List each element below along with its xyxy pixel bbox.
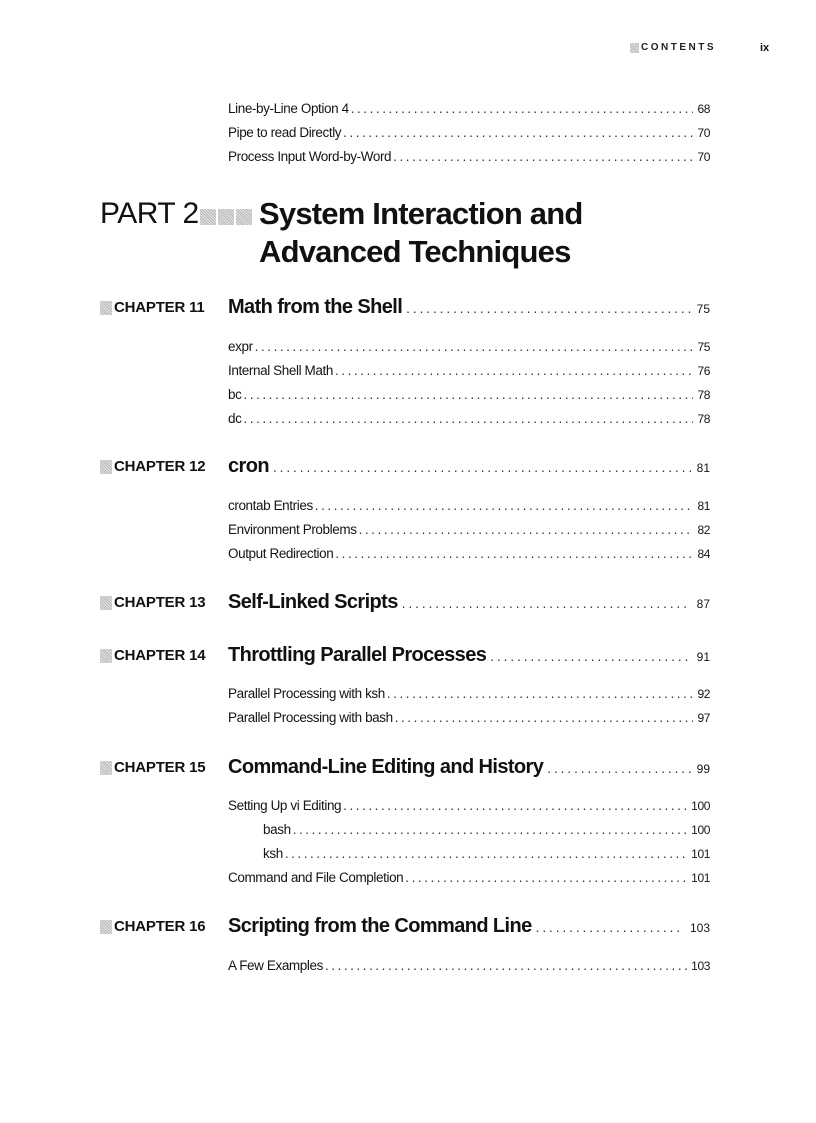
- shaded-square-icon: [630, 43, 639, 53]
- toc-entry[interactable]: [228, 685, 710, 703]
- chapter-heading[interactable]: [100, 644, 710, 670]
- chapter-page: 91: [696, 650, 710, 664]
- toc-subentry[interactable]: [263, 821, 710, 839]
- dot-leader: [255, 338, 694, 356]
- running-header-section-label: CONTENTS: [641, 42, 716, 53]
- toc-entry-title: bash: [263, 822, 291, 837]
- chapter-heading[interactable]: [100, 591, 710, 617]
- chapter-heading[interactable]: [100, 296, 710, 322]
- chapter-heading[interactable]: [100, 756, 710, 782]
- dot-leader: [405, 869, 687, 887]
- dot-leader: [351, 100, 694, 118]
- chapter-label: [100, 647, 205, 664]
- dot-leader: [387, 685, 694, 703]
- chapter-page: 99: [696, 762, 710, 776]
- chapter-label: [100, 458, 205, 475]
- toc-entry[interactable]: [228, 497, 710, 515]
- toc-entry[interactable]: [228, 709, 710, 727]
- chapter-page: 81: [696, 461, 710, 475]
- chapter-page: 87: [696, 597, 710, 611]
- toc-entry-title: Pipe to read Directly: [228, 125, 342, 140]
- toc-entry-page: 68: [697, 102, 710, 116]
- dot-leader: [325, 957, 687, 975]
- toc-entry-page: 75: [697, 340, 710, 354]
- dot-leader: [393, 148, 693, 166]
- shaded-square-icon: [100, 649, 112, 663]
- dot-leader: [315, 497, 694, 515]
- toc-entry[interactable]: [228, 338, 710, 356]
- chapter-label: [100, 759, 205, 776]
- chapter-label-text: CHAPTER 13: [114, 594, 206, 611]
- dot-leader: [273, 460, 691, 475]
- toc-entry-page: 78: [697, 412, 710, 426]
- chapter-page: 75: [696, 302, 710, 316]
- toc-entry[interactable]: [228, 797, 710, 815]
- part-label: PART 2: [100, 197, 199, 230]
- toc-entry-title: expr: [228, 339, 253, 354]
- toc-entry-title: Process Input Word-by-Word: [228, 149, 392, 164]
- chapter-title-line: [228, 455, 710, 478]
- chapter-label: [100, 594, 205, 611]
- toc-entry[interactable]: [228, 124, 710, 142]
- toc-entry-title: Environment Problems: [228, 522, 357, 537]
- dot-leader: [285, 845, 687, 863]
- chapter-title-line: [228, 915, 710, 938]
- toc-entry-title: bc: [228, 387, 242, 402]
- toc-entry-title: Parallel Processing with bash: [228, 710, 393, 725]
- dot-leader: [359, 521, 694, 539]
- chapter-title-line: [228, 591, 710, 614]
- toc-entry-title: Setting Up vi Editing: [228, 798, 342, 813]
- toc-entry-page: 101: [691, 871, 710, 885]
- toc-entry[interactable]: [228, 362, 710, 380]
- toc-subentry[interactable]: [263, 845, 710, 863]
- dot-leader: [343, 124, 693, 142]
- toc-entry[interactable]: [228, 521, 710, 539]
- shaded-square-icon: [100, 761, 112, 775]
- toc-entry-page: 103: [691, 959, 710, 973]
- toc-entry-page: 81: [697, 499, 710, 513]
- dot-leader: [293, 821, 687, 839]
- toc-entry-title: dc: [228, 411, 242, 426]
- shaded-square-icon: [236, 209, 252, 225]
- toc-entry[interactable]: [228, 957, 710, 975]
- dot-leader: [536, 920, 684, 935]
- chapter-heading[interactable]: [100, 455, 710, 481]
- toc-entry-title: crontab Entries: [228, 498, 313, 513]
- toc-entry[interactable]: [228, 869, 710, 887]
- shaded-square-icon: [200, 209, 216, 225]
- toc-entry[interactable]: [228, 148, 710, 166]
- chapter-title: Scripting from the Command Line: [228, 915, 532, 937]
- toc-entry-page: 97: [697, 711, 710, 725]
- shaded-square-icon: [100, 301, 112, 315]
- toc-entry-title: Command and File Completion: [228, 870, 404, 885]
- toc-entry[interactable]: [228, 100, 710, 118]
- toc-entry-title: ksh: [263, 846, 283, 861]
- toc-entry[interactable]: [228, 545, 710, 563]
- chapter-title-line: [228, 644, 710, 667]
- running-header: [0, 42, 816, 58]
- chapter-title-line: [228, 756, 710, 779]
- toc-entry-title: Output Redirection: [228, 546, 334, 561]
- chapter-title: Math from the Shell: [228, 296, 403, 318]
- dot-leader: [395, 709, 694, 727]
- part-heading: [100, 195, 720, 275]
- toc-entry-page: 78: [697, 388, 710, 402]
- shaded-square-icon: [100, 596, 112, 610]
- chapter-label-text: CHAPTER 16: [114, 918, 206, 935]
- chapter-title: Self-Linked Scripts: [228, 591, 398, 613]
- chapter-label-text: CHAPTER 12: [114, 458, 206, 475]
- dot-leader: [402, 596, 691, 611]
- shaded-square-icon: [100, 460, 112, 474]
- shaded-square-icon: [100, 920, 112, 934]
- part-ornament: [200, 209, 252, 225]
- dot-leader: [343, 797, 687, 815]
- toc-entry-page: 100: [691, 799, 710, 813]
- toc-entry-page: 76: [697, 364, 710, 378]
- dot-leader: [406, 301, 690, 316]
- running-header-page-number: ix: [760, 42, 770, 54]
- chapter-title-line: [228, 296, 710, 319]
- dot-leader: [335, 362, 693, 380]
- chapter-label-text: CHAPTER 11: [114, 299, 205, 316]
- toc-entry-page: 70: [697, 150, 710, 164]
- toc-entry-page: 100: [691, 823, 710, 837]
- chapter-heading[interactable]: [100, 915, 710, 941]
- chapter-label-text: CHAPTER 15: [114, 759, 206, 776]
- dot-leader: [243, 410, 693, 428]
- toc-entry-page: 84: [697, 547, 710, 561]
- dot-leader: [243, 386, 693, 404]
- toc-entry-title: Parallel Processing with ksh: [228, 686, 385, 701]
- chapter-label-text: CHAPTER 14: [114, 647, 206, 664]
- chapter-title: Throttling Parallel Processes: [228, 644, 487, 666]
- toc-entry-page: 70: [697, 126, 710, 140]
- chapter-title: Command-Line Editing and History: [228, 756, 544, 778]
- dot-leader: [335, 545, 693, 563]
- running-header-section: [630, 42, 716, 53]
- toc-entry[interactable]: [228, 386, 710, 404]
- chapter-label: [100, 918, 205, 935]
- toc-entry-page: 92: [697, 687, 710, 701]
- toc-entry-title: A Few Examples: [228, 958, 323, 973]
- toc-entry-page: 101: [691, 847, 710, 861]
- chapter-title: cron: [228, 455, 269, 477]
- dot-leader: [547, 761, 690, 776]
- chapter-label: [100, 299, 205, 316]
- toc-entry-title: Line-by-Line Option 4: [228, 101, 349, 116]
- chapter-page: 103: [689, 921, 710, 935]
- dot-leader: [490, 649, 690, 664]
- shaded-square-icon: [218, 209, 234, 225]
- part-title: System Interaction and Advanced Techniques: [259, 196, 583, 269]
- toc-entry-page: 82: [697, 523, 710, 537]
- toc-entry-title: Internal Shell Math: [228, 363, 333, 378]
- toc-entry[interactable]: [228, 410, 710, 428]
